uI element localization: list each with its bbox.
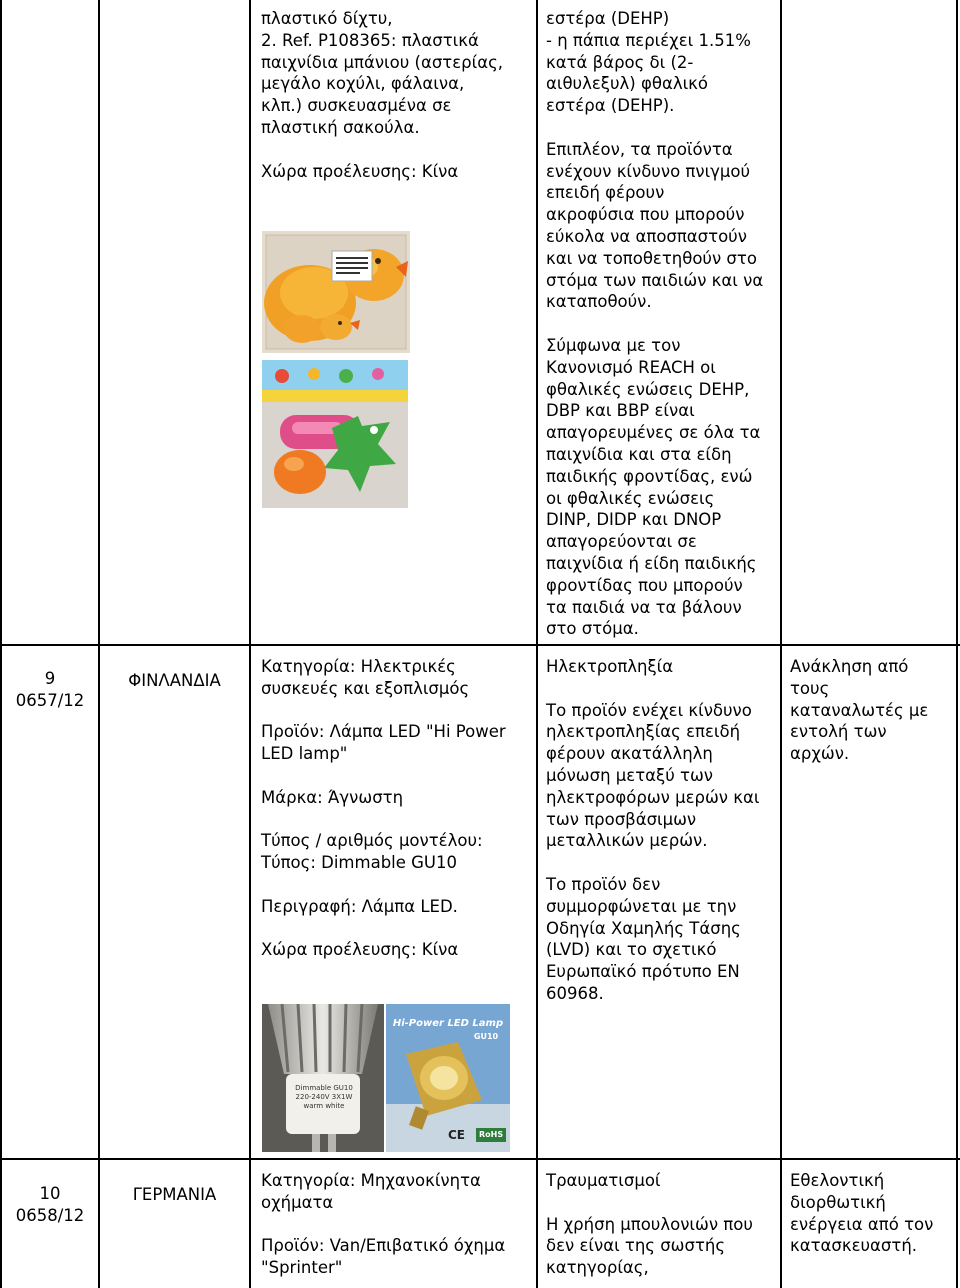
row9-origin: Χώρα προέλευσης: Κίνα — [261, 940, 459, 960]
row10-product-cell — [261, 1170, 533, 1279]
row9-country-cell — [100, 670, 249, 692]
row8-risk-para2: Επιπλέον, τα προϊόντα ενέχουν κίνδυνο πνιγμού επειδή φέρουν ακροφύσια που μπορούν εύκολα να αποσπαστούν και να τοποθετηθούν στο στόμα των παιδιών και να καταποθούν. — [546, 139, 764, 312]
row10-measures-cell: Εθελοντική διορθωτική ενέργεια από τον κατασκευαστή. — [790, 1171, 934, 1256]
row9-risk-para2: Το προϊόν δεν συμμορφώνεται με την Οδηγία Χαμηλής Τάσης (LVD) και το σχετικό Ευρωπαϊκό πρότυπο EN 60968. — [546, 874, 741, 1003]
rubber-duck-toys-photo — [262, 231, 410, 353]
row8-product-description: πλαστικό δίχτυ, 2. Ref. P108365: πλαστικά παιχνίδια μπάνιου (αστερίας, μεγάλο κοχύλι, φάλαινα, κλπ.) συσκευασμένα σε πλαστική σακούλα. — [261, 9, 504, 137]
row8-origin: Χώρα προέλευσης: Κίνα — [261, 161, 459, 181]
led-lamp-photo — [262, 1004, 384, 1152]
row10-risk-cell — [546, 1170, 778, 1279]
row10-product-name: Προϊόν: Van/Επιβατικό όχημα "Sprinter" — [261, 1236, 506, 1278]
row9-number: 9 — [44, 669, 56, 688]
ce-mark: CE — [448, 1128, 466, 1142]
row9-product-name: Προϊόν: Λάμπα LED "Hi Power LED lamp" — [261, 722, 506, 764]
row10-country-cell — [100, 1184, 249, 1206]
row8-risk-cell — [546, 8, 778, 640]
row9-ref: 0657/12 — [15, 690, 85, 710]
row9-measures-cell: Ανάκληση από τους καταναλωτές με εντολή των αρχών. — [790, 657, 929, 764]
grid-line-row10-top — [0, 1158, 960, 1160]
led-lamp-bulb-illustration — [262, 1004, 384, 1152]
bath-toys-photo — [262, 360, 408, 508]
bath-toys-illustration — [262, 360, 408, 508]
row9-country: ΦΙΝΛΑΝΔΙΑ — [128, 671, 221, 690]
led-lamp-package-photo — [386, 1004, 510, 1152]
led-package-subtitle: GU10 — [473, 1032, 499, 1041]
row9-risk-cell — [546, 656, 778, 1005]
led-package-title: Hi-Power LED Lamp — [392, 1018, 504, 1029]
row9-risk-para1: Το προϊόν ενέχει κίνδυνο ηλεκτροπληξίας επειδή φέρουν ακατάλληλη μόνωση μεταξύ των ηλεκτροφόρων μερών και των προσβάσιμων μεταλλικών μερών. — [546, 700, 760, 851]
row8-risk-para1: εστέρα (DEHP) - η πάπια περιέχει 1.51% κατά βάρος δι (2- αιθυλεξυλ) φθαλικό εστέρα (DEHP). — [546, 9, 751, 116]
row9-number-cell — [2, 668, 98, 712]
row9-category: Κατηγορία: Ηλεκτρικές συσκευές και εξοπλισμός — [261, 657, 470, 698]
row8-product-cell — [261, 8, 533, 182]
row9-product-cell — [261, 656, 533, 961]
rohs-mark: RoHS — [476, 1128, 506, 1142]
row10-category: Κατηγορία: Μηχανοκίνητα οχήματα — [261, 1171, 481, 1212]
row10-ref: 0658/12 — [15, 1205, 85, 1225]
row9-description: Περιγραφή: Λάμπα LED. — [261, 896, 458, 916]
led-lamp-print: Dimmable GU10 220-240V 3X1W warm white — [295, 1084, 353, 1110]
row10-risk-para1: Η χρήση μπουλονιών που δεν είναι της σωστής κατηγορίας, — [546, 1214, 753, 1278]
row8-risk-para3: Σύμφωνα με τον Κανονισμό REACH οι φθαλικές ενώσεις DEHP, DBP και BBP είναι απαγορευμένες σε όλα τα παιχνίδια και στα είδη παιδικής φροντίδας, ενώ οι φθαλικές ενώσεις DINP, DIDP και DNOP απαγορεύονται σε παιχνίδια ή είδη παιδικής φροντίδας που μπορούν τα παιδιά να τα βάλουν στο στόμα. — [546, 335, 761, 639]
row9-model: Τύπος / αριθμός μοντέλου: Τύπος: Dimmable GU10 — [261, 831, 483, 873]
row10-risk-title: Τραυματισμοί — [546, 1171, 661, 1190]
row10-country: ΓΕΡΜΑΝΙΑ — [132, 1185, 217, 1204]
row10-number: 10 — [39, 1184, 61, 1203]
row9-brand: Μάρκα: Άγνωστη — [261, 787, 404, 807]
rubber-duck-toys-illustration — [262, 231, 410, 353]
row9-risk-title: Ηλεκτροπληξία — [546, 657, 674, 676]
row10-number-cell — [2, 1183, 98, 1227]
grid-line-row9-top — [0, 644, 960, 646]
